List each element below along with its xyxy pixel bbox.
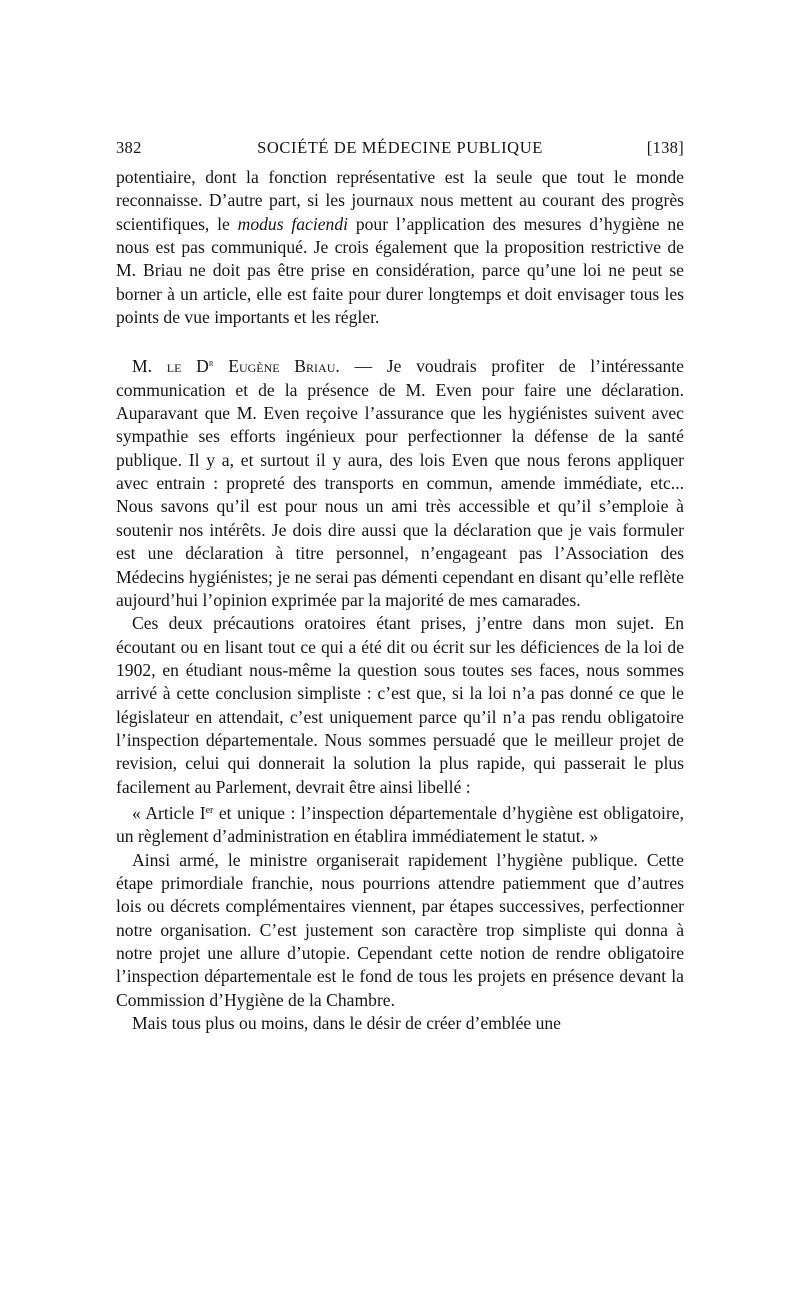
paragraph-article-quote [116,799,684,849]
superscript: r [208,358,214,370]
paragraph-briau [116,352,684,612]
paragraph-text: potentiaire, dont la fonction représentative est la seule que tout le monde reconnaisse. D’autre part, si les journaux nous mettent au courant des progrès scientifiques, le [116,167,684,234]
superscript: er [205,804,214,816]
running-title: SOCIÉTÉ DE MÉDECINE PUBLIQUE [257,138,543,157]
running-header [116,138,684,166]
page [116,138,684,1035]
speaker-title: M. le D [132,356,209,377]
section-gap [116,329,684,352]
quote-text: et unique : l’inspection départementale d’hygiène est obligatoire, un règlement d’administration en établira immédiatement le statut. » [116,802,684,847]
speaker-name [132,356,340,376]
paragraph-minister: Ainsi armé, le ministre organiserait rapidement l’hygiène publique. Cette étape primordiale franchie, nous pourrions attendre patiemment que d’autres lois ou décrets complémentaires viennent, par étapes successives, perfectionner notre organisation. C’est justement son caractère trop simpliste qui donna à notre projet une allure d’utopie. Cependant cette notion de rendre obligatoire l’inspection départementale est le fond de tous les projets en présence devant la Commission d’Hygiène de la Chambre. [116,849,684,1010]
paragraph-precautions: Ces deux précautions oratoires étant prises, j’entre dans mon sujet. En écoutant ou en lisant tout ce qui a été dit ou écrit sur les déficiences de la loi de 1902, en étudiant nous-même la question sous toutes ses faces, nous sommes arrivé à cette conclusion simpliste : c’est que, si la loi n’a pas donné ce que le législateur en attendait, c’est uniquement parce qu’il n’a pas rendu obligatoire l’inspection départementale. Nous sommes persuadé que le meilleur projet de revision, celui qui donnerait la solution la plus rapide, qui passerait le plus facilement au Parlement, devrait être ainsi libellé : [116,613,684,797]
body-text [116,166,684,1035]
quote-start: « Article I [132,802,206,823]
section-number: [138] [646,138,684,157]
speaker-surname: Eugène Briau. [213,356,340,377]
paragraph-continuation [116,166,684,329]
paragraph-text: pour l’application des mesures d’hygiène ne nous est pas communiqué. Je crois également que la proposition restrictive de M. Briau ne doit pas être prise en considération, parce qu’une loi ne peut se borner à un article, elle est faite pour durer longtemps et doit envisager tous les points de vue importants et les régler. [116,213,684,328]
paragraph-final: Mais tous plus ou moins, dans le désir de créer d’emblée une [132,1013,561,1034]
page-number: 382 [116,138,142,157]
italic-latin-phrase: modus faciendi [237,213,349,234]
paragraph-text: — Je voudrais profiter de l’intéressante communication et de la présence de M. Even pour faire une déclaration. Auparavant que M. Even reçoive l’assurance que les hygiénistes suivent avec sympathie ses efforts ingénieux pour perfectionner la défense de la santé publique. Il y a, et surtout il y aura, des lois Even que nous ferons appliquer avec entrain : propreté des transports en commun, amende immédiate, etc... Nous savons qu’il est pour nous un ami très accessible et qu’il s’emploie à soutenir nos intérêts. Je dois dire aussi que la déclaration que je vais formuler est une déclaration à titre personnel, n’engageant pas l’Association des Médecins hygiénistes; je ne serai pas démenti cependant en disant qu’elle reflète aujourd’hui l’opinion exprimée par la majorité de mes camarades. [116,356,684,610]
